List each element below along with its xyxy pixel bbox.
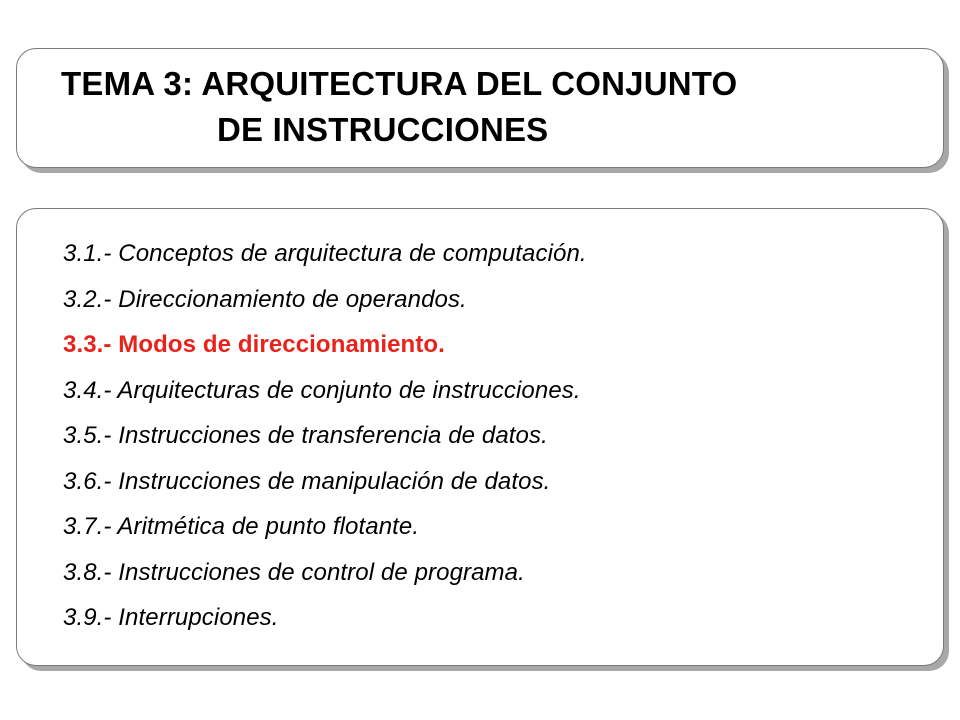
topic-item-3-8: 3.8.- Instrucciones de control de programa. [63, 558, 525, 586]
topic-item-3-3: 3.3.- Modos de direccionamiento. [63, 331, 445, 358]
topic-item-3-6: 3.6.- Instrucciones de manipulación de datos. [63, 467, 551, 495]
title-panel [16, 48, 944, 168]
topic-item-3-1: 3.1.- Conceptos de arquitectura de computación. [63, 240, 587, 267]
topic-item-3-2: 3.2.- Direccionamiento de operandos. [63, 285, 467, 313]
slide-title-line-2: DE INSTRUCCIONES [217, 111, 549, 148]
topics-panel [16, 208, 944, 666]
slide-title-line-1: TEMA 3: ARQUITECTURA DEL CONJUNTO [61, 65, 738, 102]
topic-item-3-5: 3.5.- Instrucciones de transferencia de datos. [63, 422, 548, 449]
topic-item-3-9: 3.9.- Interrupciones. [63, 604, 279, 631]
topic-item-3-7: 3.7.- Aritmética de punto flotante. [63, 513, 420, 540]
topic-item-3-4: 3.4.- Arquitecturas de conjunto de instrucciones. [63, 376, 581, 404]
topic-list [63, 231, 587, 641]
